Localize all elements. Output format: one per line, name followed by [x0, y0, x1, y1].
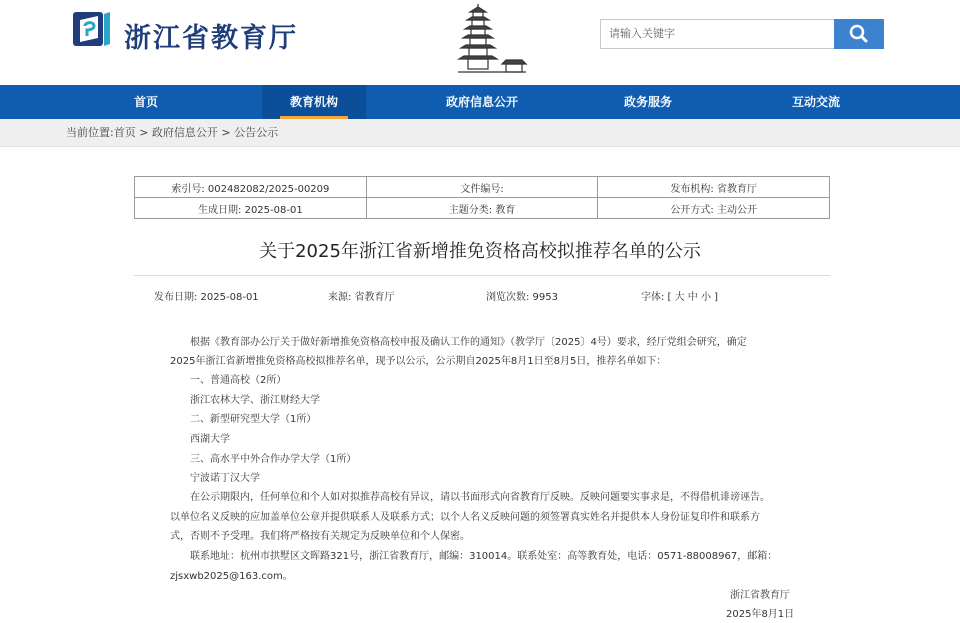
nav-item-interaction[interactable]: 互动交流	[791, 95, 840, 109]
nav-item-government-services[interactable]: 政务服务	[623, 95, 672, 109]
nav-item-government-info[interactable]: 政府信息公开	[445, 95, 518, 109]
signature: 浙江省教育厅	[730, 590, 790, 601]
search-button[interactable]	[834, 19, 884, 49]
body-paragraph: 2025年浙江省新增推免资格高校拟推荐名单，现予以公示，公示期自2025年8月1日至8月5日，推荐名单如下：	[170, 356, 667, 367]
meta-category: 主题分类: 教育	[366, 198, 598, 219]
meta-publisher: 发布机构: 省教育厅	[598, 177, 830, 198]
site-header	[0, 0, 960, 85]
meta-doc-no: 文件编号:	[366, 177, 598, 198]
view-count: 浏览次数: 9953	[486, 292, 558, 303]
body-paragraph: 二、新型研究型大学（1所）	[190, 414, 317, 425]
article-title: 关于2025年浙江省新增推免资格高校拟推荐名单的公示	[259, 241, 701, 262]
title-divider	[134, 275, 830, 276]
pagoda-illustration	[440, 2, 540, 82]
body-paragraph: 根据《教育部办公厅关于做好新增推免资格高校申报及确认工作的通知》（教学厅〔2025〕4号）要求，经厅党组会研究，确定	[190, 337, 747, 348]
search-input[interactable]: 请输入关键字	[600, 19, 834, 49]
body-paragraph: 三、高水平中外合作办学大学（1所）	[190, 454, 357, 465]
body-paragraph: 在公示期限内，任何单位和个人如对拟推荐高校有异议，请以书面形式向省教育厅反映。反映问题要实事求是，不得借机诽谤诬告。	[190, 492, 770, 503]
body-paragraph: 一、普通高校（2所）	[190, 375, 287, 386]
body-paragraph: 以单位名义反映的应加盖单位公章并提供联系人及联系方式；以个人名义反映问题的须签署真实姓名并提供本人身份证复印件和联系方	[170, 512, 760, 523]
article-source: 来源: 省教育厅	[328, 292, 395, 303]
body-paragraph: 式，否则不予受理。我们将严格按有关规定为反映单位和个人保密。	[170, 531, 470, 542]
contact-email: zjsxwb2025@163.com。	[170, 571, 293, 582]
education-department-logo[interactable]	[72, 8, 112, 50]
site-name[interactable]: 浙江省教育厅	[124, 23, 298, 54]
breadcrumb[interactable]: 当前位置:首页 > 政府信息公开 > 公告公示	[66, 126, 279, 139]
body-paragraph: 西湖大学	[190, 434, 230, 445]
search-icon	[834, 19, 884, 49]
sign-date: 2025年8月1日	[726, 609, 795, 620]
meta-disclosure: 公开方式: 主动公开	[598, 198, 830, 219]
body-paragraph: 宁波诺丁汉大学	[190, 473, 260, 484]
document-meta-table	[134, 176, 830, 219]
body-paragraph: 浙江农林大学、浙江财经大学	[190, 395, 320, 406]
body-paragraph: 联系地址：杭州市拱墅区文晖路321号，浙江省教育厅，邮编：310014。联系处室：高等教育处，电话：0571-88008967，邮箱：	[190, 551, 778, 562]
nav-item-education-institutions[interactable]: 教育机构	[262, 85, 366, 119]
meta-created: 生成日期: 2025-08-01	[135, 198, 367, 219]
breadcrumb-bar	[0, 119, 960, 147]
main-nav	[0, 85, 960, 119]
publish-date: 发布日期: 2025-08-01	[154, 292, 259, 303]
meta-index-no: 索引号: 002482082/2025-00209	[135, 177, 367, 198]
font-size-control[interactable]: 字体: [ 大 中 小 ]	[641, 292, 719, 303]
nav-item-home[interactable]: 首页	[133, 95, 158, 109]
